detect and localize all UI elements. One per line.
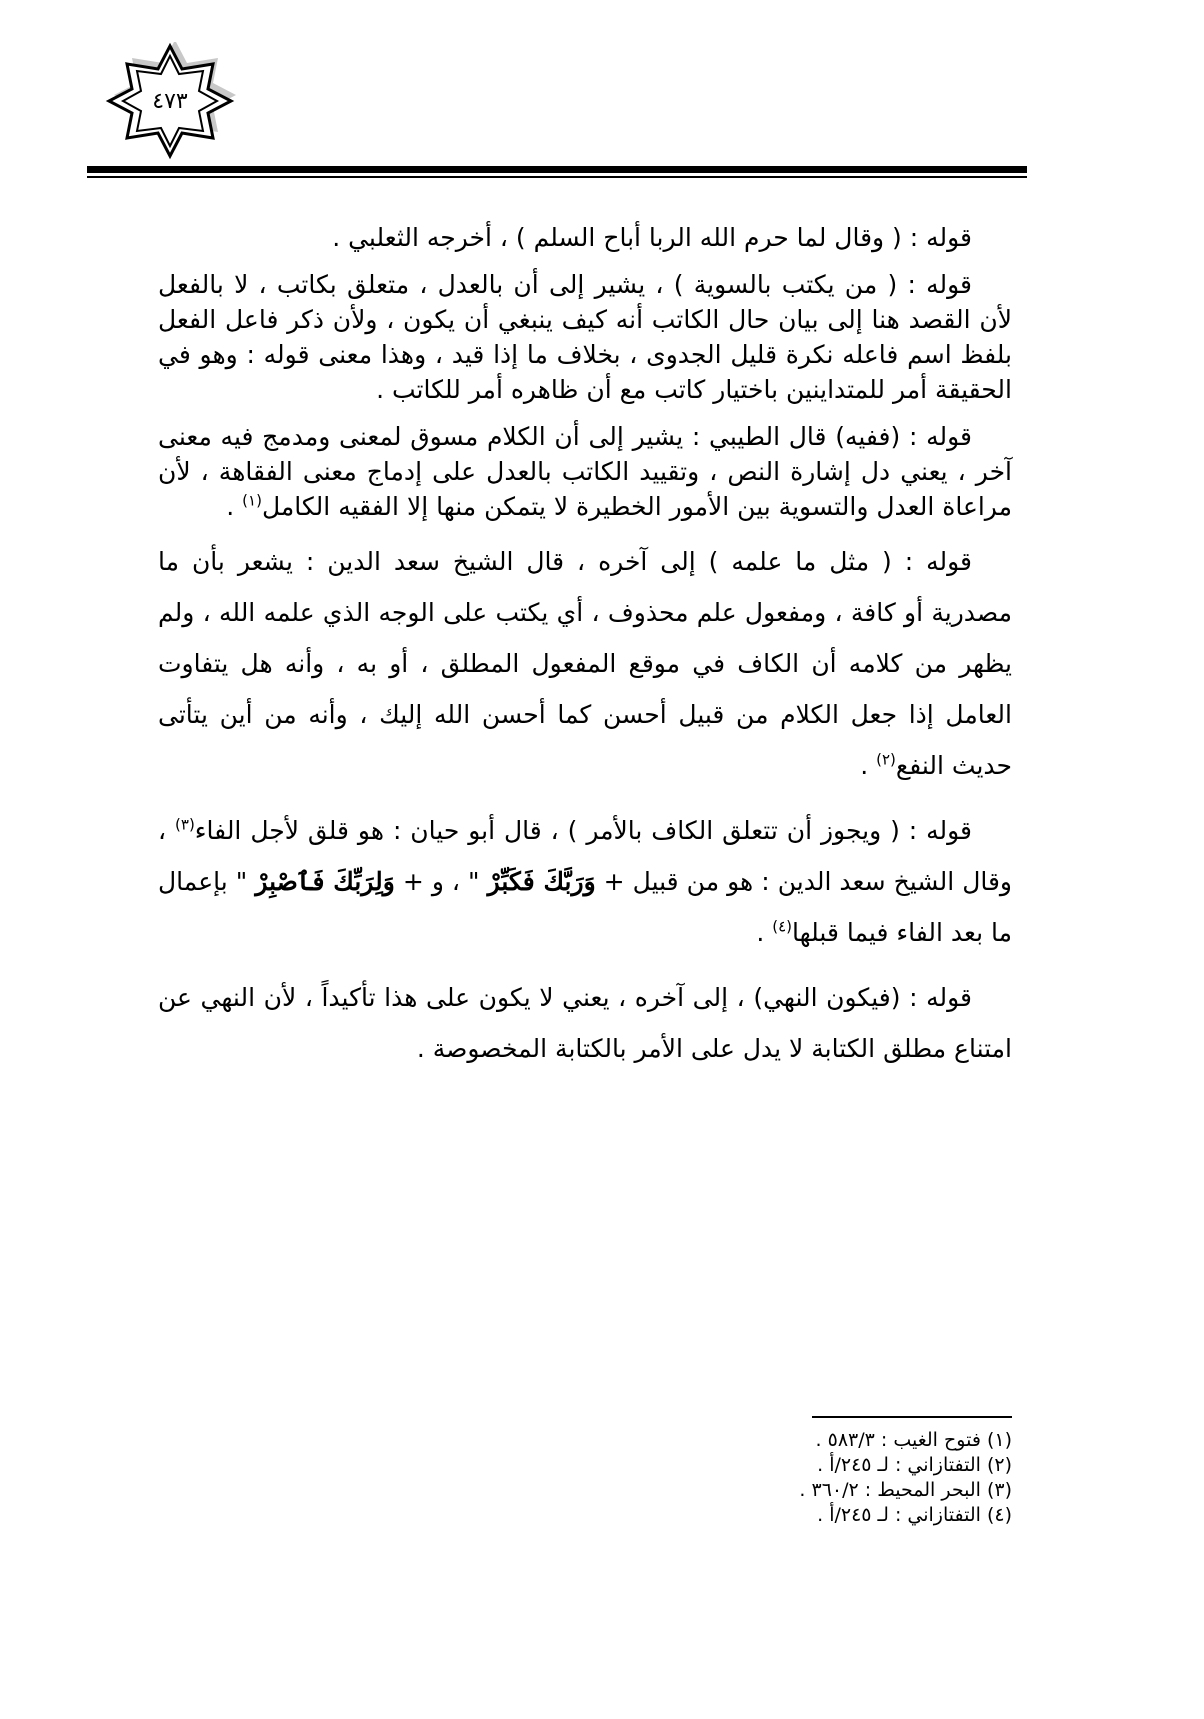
footnote-ref: (٣)	[175, 815, 195, 834]
footnote-ref: (١)	[242, 491, 262, 510]
footnote-separator	[812, 1416, 1012, 1418]
footnote-ref: (٢)	[876, 750, 896, 769]
paragraph: قوله : ( من يكتب بالسوية ) ، يشير إلى أن بالعدل ، متعلق بكاتب ، لا بالفعل لأن القصد هنا إلى بيان حال الكاتب أنه كيف ينبغي أن يكون ، ولأن ذكر فاعل الفعل بلفظ اسم فاعله نكرة قليل الجدوى ، بخلاف ما إذا قيد ، وهذا معنى قوله : وهو في الحقيقة أمر للمتداينين باختيار كاتب مع أن ظاهره أمر للكاتب .	[158, 270, 1012, 404]
footnotes	[700, 1428, 1012, 1528]
page-number: ٤٧٣	[152, 88, 188, 114]
paragraph: قوله : (ففيه) قال الطيبي : يشير إلى أن الكلام مسوق لمعنى ومدمج فيه معنى آخر ، يعني دل إشارة النص ، وتقييد الكاتب بالعدل على إدماج معنى الفقاهة ، لأن مراعاة العدل والتسوية بين الأمور الخطيرة لا يتمكن منها إلا الفقيه الكامل$^{(١)}$ .	[158, 422, 1012, 521]
footnote: (١) فتوح الغيب : ٥٨٣/٣ .	[815, 1429, 1012, 1451]
header-rule-thick	[87, 166, 1027, 173]
footnote: (٣) البحر المحيط : ٣٦٠/٢ .	[799, 1479, 1012, 1501]
footnote: (٢) التفتازاني : لـ ٢٤٥/أ .	[817, 1454, 1012, 1476]
paragraph: قوله : ( وقال لما حرم الله الربا أباح السلم ) ، أخرجه الثعلبي .	[332, 223, 972, 252]
footnote-ref: (٤)	[772, 917, 792, 936]
main-text	[158, 220, 1012, 1088]
paragraph: قوله : (فيكون النهي) ، إلى آخره ، يعني لا يكون على هذا تأكيداً ، لأن النهي عن امتناع مطلق الكتابة لا يدل على الأمر بالكتابة المخصوصة .	[158, 983, 1012, 1063]
footnote: (٤) التفتازاني : لـ ٢٤٥/أ .	[817, 1504, 1012, 1526]
header-rule-thin	[87, 176, 1027, 178]
quran-verse: وَرَبَّكَ فَكَبِّرْ	[487, 867, 596, 896]
paragraph: قوله : ( ويجوز أن تتعلق الكاف بالأمر ) ، قال أبو حيان : هو قلق لأجل الفاء$^{(٣)}$ ، وقال الشيخ سعد الدين : هو من قبيل + وَرَبَّكَ فَكَبِّرْ " ، و + وَلِرَبِّكَ فَٱصْبِرْ " بإعمال ما بعد الفاء فيما قبلها$^{(٤)}$ .	[158, 815, 1012, 947]
paragraph: قوله : ( مثل ما علمه ) إلى آخره ، قال الشيخ سعد الدين : يشعر بأن ما مصدرية أو كافة ، ومفعول علم محذوف ، أي يكتب على الوجه الذي علمه الله ، ولم يظهر من كلامه أن الكاف في موقع المفعول المطلق ، أو به ، وأنه هل يتفاوت العامل إذا جعل الكلام من قبيل أحسن كما أحسن الله إليك ، وأنه من أين يتأتى حديث النفع$^{(٢)}$ .	[158, 547, 1012, 780]
quran-verse: وَلِرَبِّكَ فَٱصْبِرْ	[255, 867, 395, 896]
page-number-badge	[95, 42, 245, 160]
